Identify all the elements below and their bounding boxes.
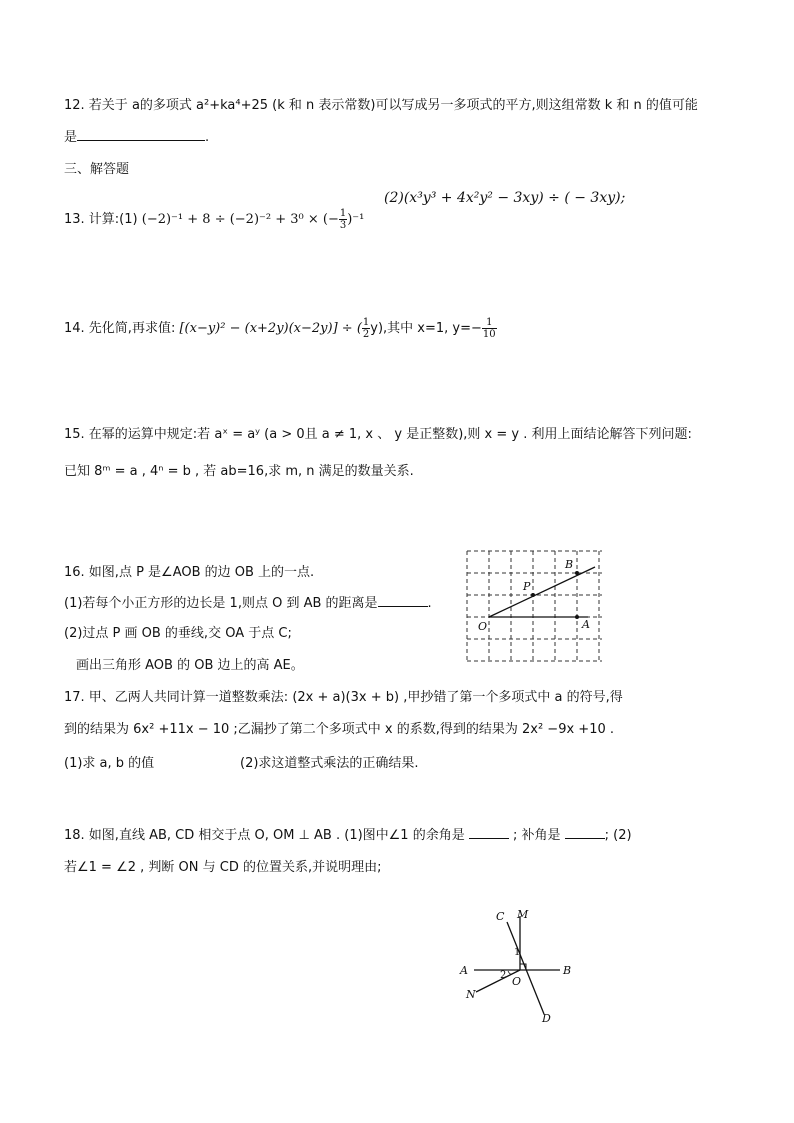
q14-fraction-half <box>362 317 370 340</box>
label-a: A <box>582 618 590 631</box>
q12-line2-suffix: . <box>205 130 210 145</box>
q18-complement-blank[interactable] <box>469 838 509 839</box>
q16-line4: 画出三角形 AOB 的 OB 边上的高 AE。 <box>76 658 304 673</box>
q16-line2 <box>64 592 432 611</box>
point-p <box>531 593 535 597</box>
q18-figure <box>450 900 590 1030</box>
label-b: B <box>563 964 572 977</box>
q18-supplement-blank[interactable] <box>565 838 605 839</box>
label-angle-1: 1 <box>514 947 521 958</box>
label-b: B <box>565 558 574 571</box>
label-angle-2: 2 <box>500 970 507 981</box>
q14-line <box>64 317 497 340</box>
q13-fraction-num: 1 <box>339 208 347 219</box>
q13-part2: (2)(x³y³ + 4x²y² − 3xy) ÷ ( − 3xy); <box>384 190 626 206</box>
q12-answer-blank[interactable] <box>77 140 205 141</box>
label-n: N <box>466 988 476 1001</box>
q14-label: 14. 先化简,再求值: <box>64 321 176 336</box>
grid-lines <box>467 551 602 661</box>
q13-label: 13. 计算:(1) <box>64 212 138 227</box>
point-b <box>575 571 579 575</box>
q15-line1: 15. 在幂的运算中规定:若 aˣ = aʸ (a > 0且 a ≠ 1, x 、 y 是正整数),则 x = y . 利用上面结论解答下列问题: <box>64 427 692 442</box>
q13-line <box>64 208 364 231</box>
q18-line1-mid: ; 补角是 <box>513 828 561 843</box>
q14-fraction-half-den: 2 <box>362 329 370 340</box>
q13-fraction-den: 3 <box>339 220 347 231</box>
q14-expr-tail: y),其中 x=1, y=− <box>370 321 482 336</box>
q16-line2-suffix: . <box>427 596 432 611</box>
q18-line2: 若∠1 = ∠2 , 判断 ON 与 CD 的位置关系,并说明理由; <box>64 860 382 875</box>
q12-line2-prefix: 是 <box>64 130 78 145</box>
section-title: 三、解答题 <box>64 162 130 177</box>
label-o: O <box>512 975 522 988</box>
label-p: P <box>523 580 531 593</box>
q15-line2: 已知 8ᵐ = a , 4ⁿ = b , 若 ab=16,求 m, n 满足的数量关系. <box>64 464 414 479</box>
label-o: O <box>478 620 488 633</box>
q18-line1-end: ; (2) <box>604 828 632 843</box>
q16-grid-figure <box>462 546 608 664</box>
q12-line2 <box>64 126 209 145</box>
q13-tail: )⁻¹ <box>347 212 365 227</box>
q12-line1: 12. 若关于 a的多项式 a²+ka⁴+25 (k 和 n 表示常数)可以写成另一多项式的平方,则这组常数 k 和 n 的值可能 <box>64 98 698 113</box>
q17-line3b: (2)求这道整式乘法的正确结果. <box>240 756 419 771</box>
q14-fraction-tenth <box>482 317 497 340</box>
point-a <box>575 615 579 619</box>
label-d: D <box>542 1012 551 1025</box>
label-a: A <box>460 964 468 977</box>
q16-answer-blank[interactable] <box>378 606 428 607</box>
q16-line1: 16. 如图,点 P 是∠AOB 的边 OB 上的一点. <box>64 565 315 580</box>
q17-line1: 17. 甲、乙两人共同计算一道整数乘法: (2x + a)(3x + b) ,甲抄错了第一个多项式中 a 的符号,得 <box>64 690 623 705</box>
q17-line2: 到的结果为 6x² +11x − 10 ;乙漏抄了第二个多项式中 x 的系数,得到的结果为 2x² −9x +10 . <box>64 722 614 737</box>
q18-line1-text: 18. 如图,直线 AB, CD 相交于点 O, OM ⊥ AB . (1)图中∠1 的余角是 <box>64 828 465 843</box>
label-m: M <box>517 908 529 921</box>
q13-expr: (−2)⁻¹ + 8 ÷ (−2)⁻² + 3⁰ × (− <box>141 212 339 227</box>
q14-fraction-tenth-den: 10 <box>482 329 496 340</box>
q18-line1 <box>64 824 632 843</box>
label-c: C <box>496 910 505 923</box>
q16-line3: (2)过点 P 画 OB 的垂线,交 OA 于点 C; <box>64 626 292 641</box>
q14-fraction-half-num: 1 <box>362 317 370 328</box>
q17-line3a: (1)求 a, b 的值 <box>64 756 155 771</box>
q16-line2-text: (1)若每个小正方形的边长是 1,则点 O 到 AB 的距离是 <box>64 596 378 611</box>
q14-expr: [(x−y)² − (x+2y)(x−2y)] ÷ ( <box>179 321 362 336</box>
q14-fraction-tenth-num: 1 <box>482 317 497 329</box>
q13-fraction <box>339 208 347 231</box>
ray-ob <box>489 567 595 617</box>
